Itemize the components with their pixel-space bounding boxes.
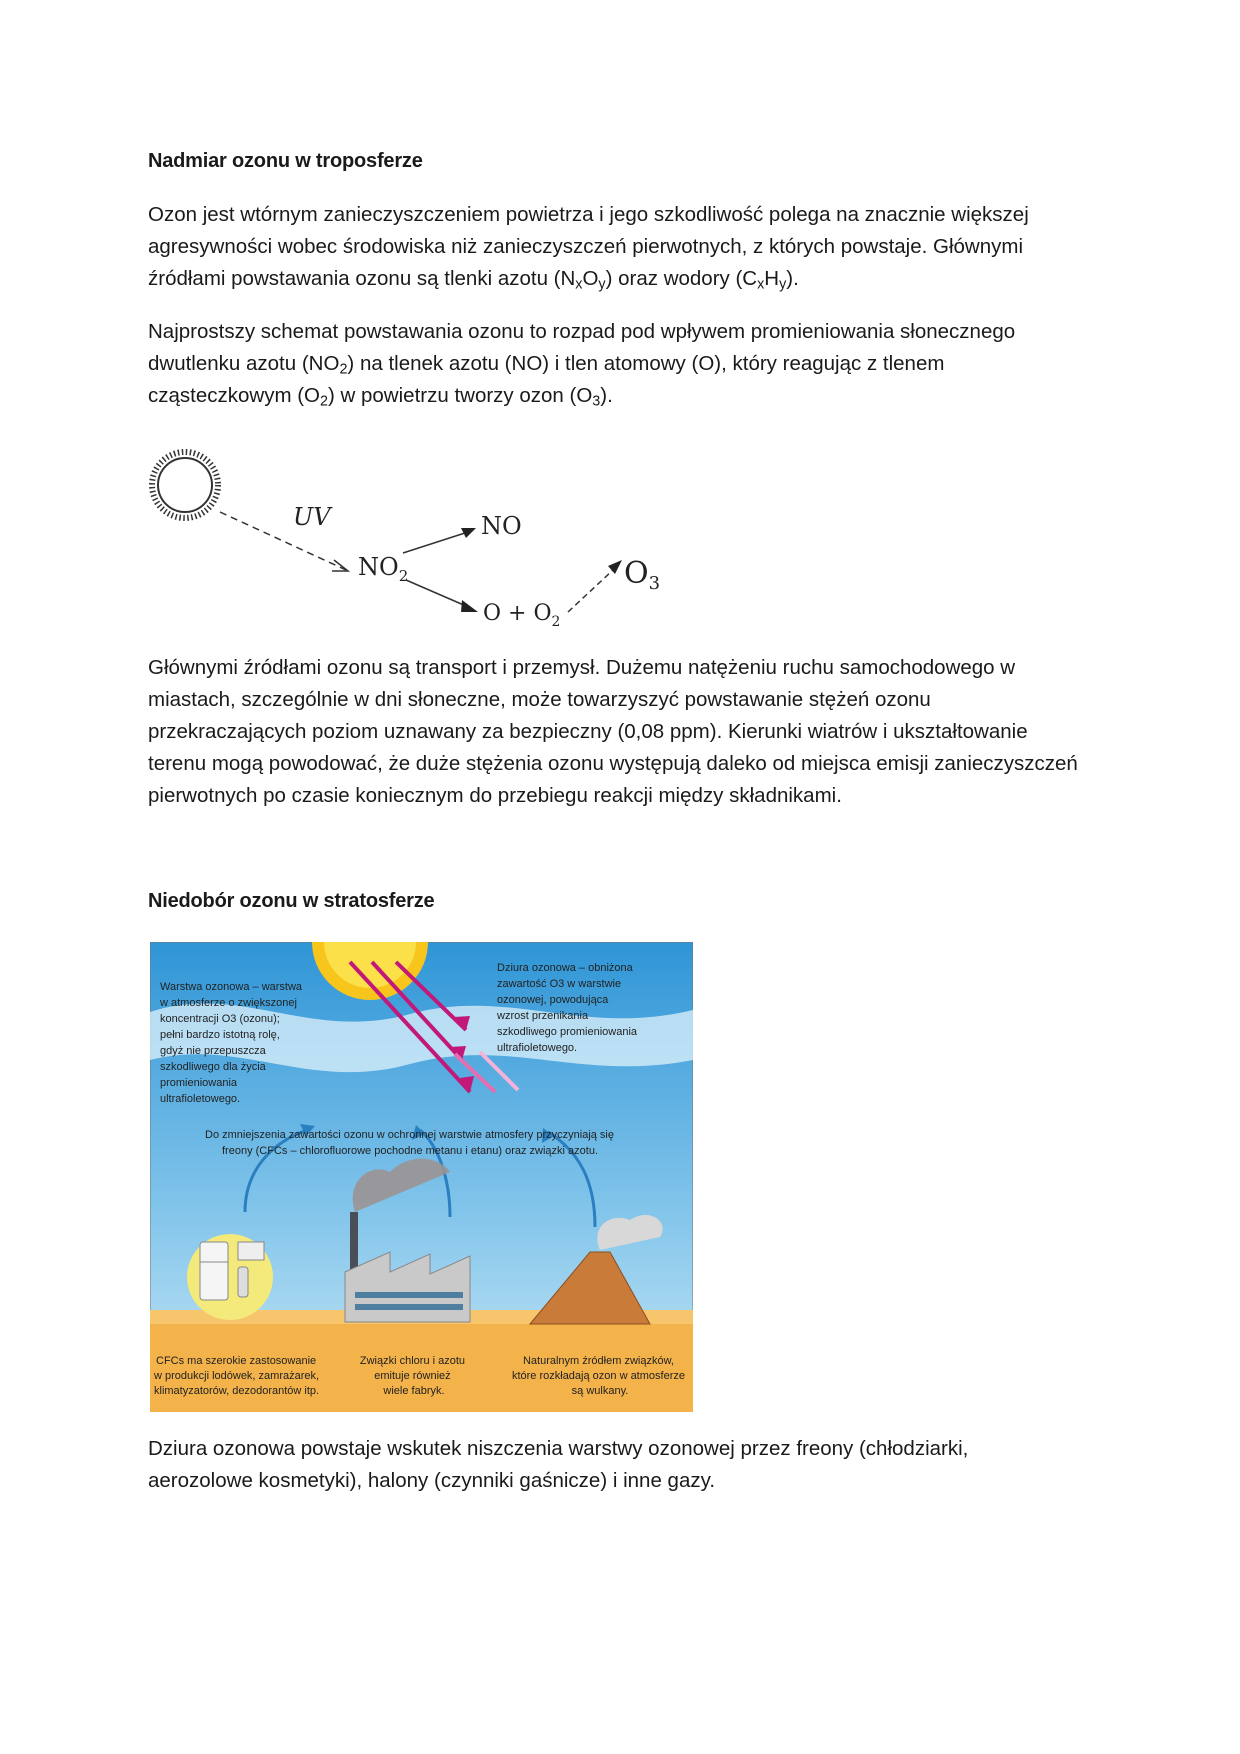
o3-label: $O_3$	[624, 556, 661, 594]
paragraph-ozone-scheme	[148, 316, 1108, 412]
text-line: miastach, szczególnie w dni słoneczne, może towarzyszyć powstawanie stężeń ozonu	[148, 688, 931, 711]
text-line: źródłami powstawania ozonu są tlenki azotu $(N_xO_y)$ oraz wodory $(C_xH_y)$.	[148, 267, 799, 293]
text-line: przekraczających poziom uznawany za bezpieczny (0,08 ppm). Kierunki wiatrów i ukształtowanie	[148, 720, 1028, 743]
note-depletion-causes: Do zmniejszenia zawartości ozonu w ochronnej warstwie atmosfery przyczyniają się freony (CFCs – chlorofluorowe pochodne metanu i etanu) oraz związki azotu.	[205, 1129, 614, 1157]
paragraph-ozone-hole	[148, 1433, 1108, 1497]
text-line: aerozolowe kosmetyki), halony (czynniki gaśnicze) i inne gazy.	[148, 1469, 716, 1492]
ozone-formation-diagram	[148, 430, 668, 630]
text-line: Głównymi źródłami ozonu są transport i przemysł. Dużemu natężeniu ruchu samochodowego w	[148, 656, 1016, 679]
note-ozone-hole: Dziura ozonowa – obniżona zawartość O3 w warstwie ozonowej, powodująca wzrost przenikania szkodliwego promieniowania ultrafioletowego.	[497, 962, 638, 1054]
caption-volcanoes: Naturalnym źródłem związków, które rozkładają ozon w atmosferze są wulkany.	[511, 1355, 685, 1397]
caption-factories: Związki chloru i azotu emituje również wiele fabryk.	[359, 1355, 466, 1397]
text-line: cząsteczkowym $(O_2)$ w powietrzu tworzy ozon $(O_3)$.	[148, 384, 613, 410]
arrow-to-o3	[568, 570, 613, 612]
o-plus-o2-label: $O + O_2$	[483, 601, 561, 630]
text-line: terenu mogą powodować, że duże stężenia ozonu występują daleko od miejsca emisji zanieczyszczeń	[148, 752, 1078, 775]
uv-label: UV	[293, 503, 331, 531]
no-label: NO	[481, 512, 522, 540]
ozone-hole-figure	[150, 942, 693, 1412]
appliances-icon	[187, 1234, 273, 1320]
paragraph-ozone-intro	[148, 199, 1108, 295]
text-line: Dziura ozonowa powstaje wskutek niszczenia warstwy ozonowej przez freony (chłodziarki,	[148, 1437, 969, 1460]
sun-icon	[152, 452, 218, 518]
text-line: Ozon jest wtórnym zanieczyszczeniem powietrza i jego szkodliwość polega na znacznie większej	[148, 203, 1029, 226]
text-line: pierwotnych po czasie koniecznym do przebiegu reakcji między składnikami.	[148, 784, 842, 807]
text-line: dwutlenku azotu $(NO_2)$ na tlenek azotu (NO) i tlen atomowy (O), który reagując z tlenem	[148, 352, 945, 378]
heading-stratosphere: Niedobór ozonu w stratosferze	[148, 890, 435, 912]
caption-cfcs: CFCs ma szerokie zastosowanie w produkcji lodówek, zamrażarek, klimatyzatorów, dezodorantów itp.	[154, 1355, 320, 1397]
text-line: agresywności wobec środowiska niż zanieczyszczeń pierwotnych, z których powstaje. Głównymi	[148, 235, 1024, 258]
heading-troposphere: Nadmiar ozonu w troposferze	[148, 150, 423, 172]
paragraph-ozone-sources	[148, 652, 1108, 812]
arrow-to-o-plus-o2	[406, 580, 466, 606]
no2-label: $NO_2$	[358, 553, 409, 585]
text-line: Najprostszy schemat powstawania ozonu to rozpad pod wpływem promieniowania słonecznego	[148, 320, 1016, 343]
note-ozone-layer: Warstwa ozonowa – warstwa w atmosferze o zwiększonej koncentracji O3 (ozonu); pełni bardzo istotną rolę, gdyż nie przepuszcza szkodliwego dla życia promieniowania ultrafioletowego.	[160, 981, 303, 1105]
arrow-to-no	[403, 532, 468, 553]
